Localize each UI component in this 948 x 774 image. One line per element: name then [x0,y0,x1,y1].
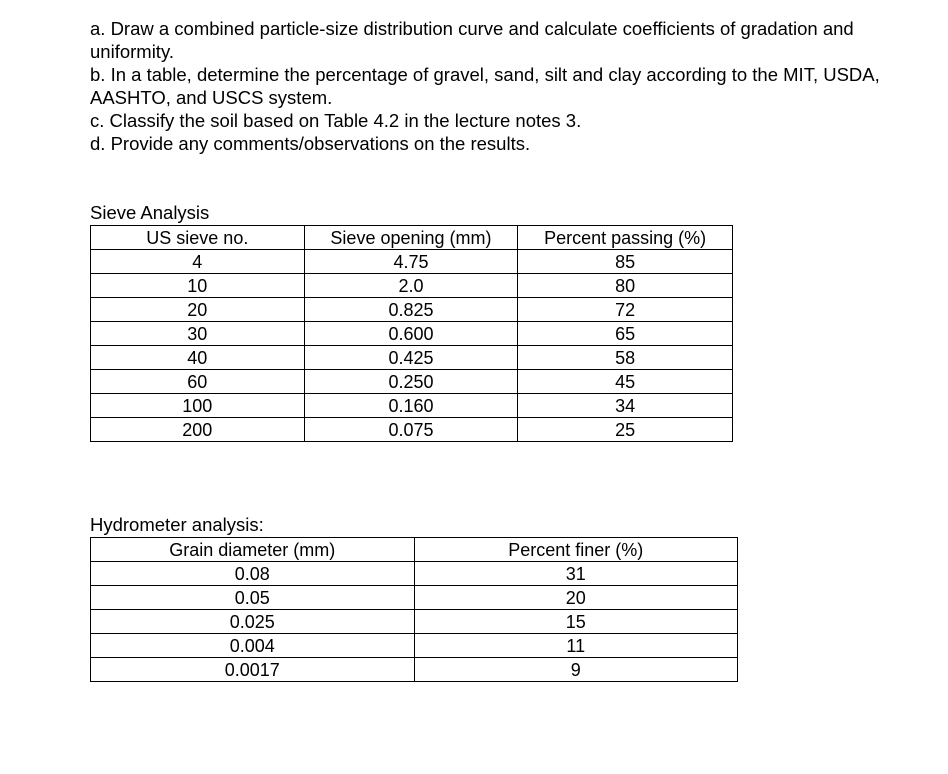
table-row [91,394,733,418]
grain-diameter-cell: 0.08 [91,562,415,586]
question-d: d. Provide any comments/observations on the results. [90,133,531,154]
table-row [91,298,733,322]
column-header-grain-diameter: Grain diameter (mm) [91,538,415,562]
table-row [91,610,738,634]
grain-diameter-cell: 0.025 [91,610,415,634]
table-row [91,346,733,370]
question-c: c. Classify the soil based on Table 4.2 in the lecture notes 3. [90,110,582,131]
sieve-opening-cell: 0.075 [304,418,518,442]
table-header-row [91,538,738,562]
sieve-no-cell: 100 [91,394,305,418]
sieve-no-cell: 20 [91,298,305,322]
table-row [91,418,733,442]
percent-passing-cell: 85 [518,250,733,274]
sieve-opening-cell: 0.425 [304,346,518,370]
table-row [91,658,738,682]
sieve-no-cell: 10 [91,274,305,298]
percent-passing-cell: 58 [518,346,733,370]
sieve-opening-cell: 0.250 [304,370,518,394]
sieve-opening-cell: 4.75 [304,250,518,274]
table-row [91,586,738,610]
table-row [91,250,733,274]
column-header-sieve-opening: Sieve opening (mm) [304,226,518,250]
sieve-analysis-caption: Sieve Analysis [90,202,210,223]
sieve-no-cell: 4 [91,250,305,274]
percent-finer-cell: 31 [414,562,738,586]
question-a: a. Draw a combined particle-size distribution curve and calculate coefficients of gradation and uniformity. [90,18,854,62]
sieve-no-cell: 200 [91,418,305,442]
percent-finer-cell: 11 [414,634,738,658]
table-row [91,562,738,586]
sieve-opening-cell: 0.160 [304,394,518,418]
sieve-opening-cell: 0.825 [304,298,518,322]
table-row [91,370,733,394]
percent-finer-cell: 15 [414,610,738,634]
grain-diameter-cell: 0.05 [91,586,415,610]
sieve-no-cell: 30 [91,322,305,346]
percent-finer-cell: 9 [414,658,738,682]
percent-passing-cell: 25 [518,418,733,442]
percent-passing-cell: 34 [518,394,733,418]
hydrometer-analysis-table [90,537,738,682]
question-list [90,17,910,155]
sieve-analysis-table [90,225,733,442]
sieve-no-cell: 60 [91,370,305,394]
table-header-row [91,226,733,250]
column-header-us-sieve-no: US sieve no. [91,226,305,250]
percent-passing-cell: 45 [518,370,733,394]
table-row [91,634,738,658]
sieve-opening-cell: 2.0 [304,274,518,298]
sieve-opening-cell: 0.600 [304,322,518,346]
column-header-percent-passing: Percent passing (%) [518,226,733,250]
sieve-no-cell: 40 [91,346,305,370]
table-row [91,322,733,346]
question-b: b. In a table, determine the percentage of gravel, sand, silt and clay according to the MIT, USDA, AASHTO, and USCS system. [90,64,880,108]
grain-diameter-cell: 0.004 [91,634,415,658]
percent-passing-cell: 72 [518,298,733,322]
table-row [91,274,733,298]
hydrometer-analysis-caption: Hydrometer analysis: [90,514,264,535]
grain-diameter-cell: 0.0017 [91,658,415,682]
column-header-percent-finer: Percent finer (%) [414,538,738,562]
percent-passing-cell: 65 [518,322,733,346]
percent-passing-cell: 80 [518,274,733,298]
percent-finer-cell: 20 [414,586,738,610]
